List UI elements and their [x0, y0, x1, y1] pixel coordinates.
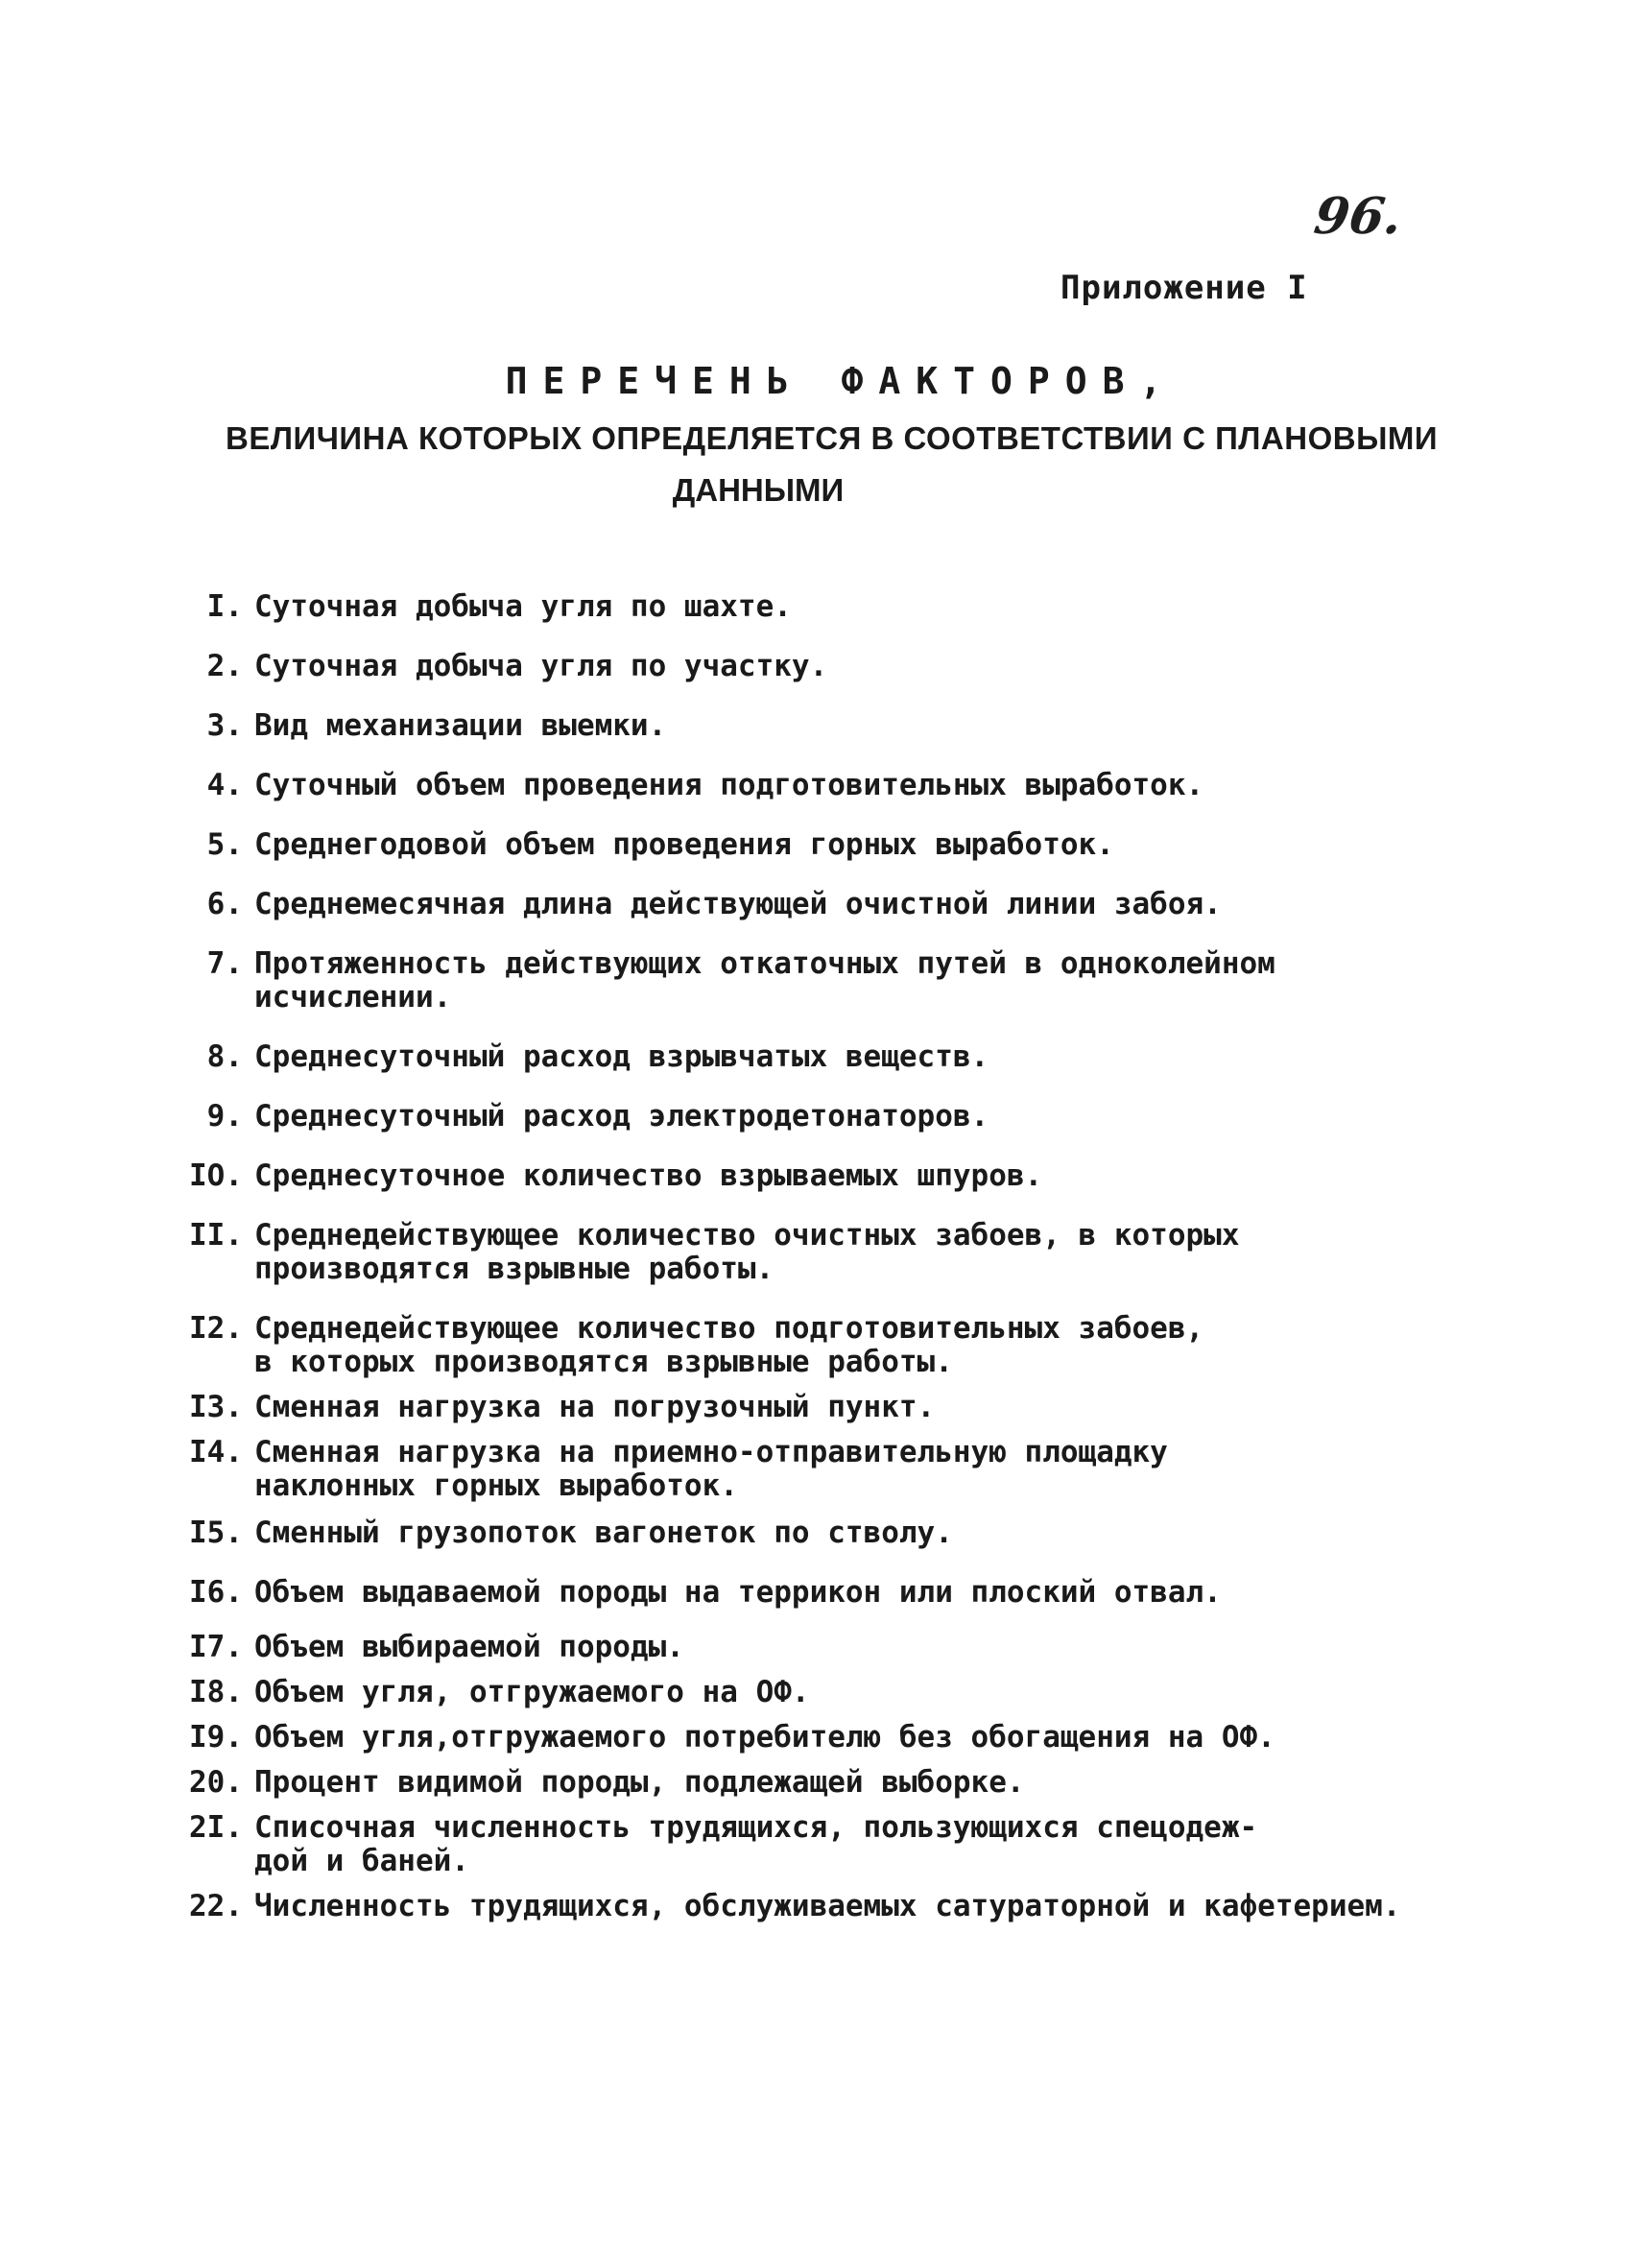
item-text: Суточный объем проведения подготовительных выработок. — [254, 768, 1204, 802]
document-subtitle-line1: ВЕЛИЧИНА КОТОРЫХ ОПРЕДЕЛЯЕТСЯ В СООТВЕТСТВИИ С ПЛАНОВЫМИ — [226, 420, 1439, 456]
item-number: I4. — [189, 1435, 243, 1469]
item-text: Объем угля,отгружаемого потребителю без обогащения на ОФ. — [254, 1720, 1275, 1755]
page-number: 96. — [1310, 187, 1406, 246]
item-text: Суточная добыча угля по участку. — [254, 649, 828, 683]
document-title: ПЕРЕЧЕНЬ ФАКТОРОВ, — [505, 360, 1178, 402]
item-number: 22. — [189, 1889, 243, 1923]
list-item — [178, 590, 1454, 624]
item-text: Сменная нагрузка на погрузочный пункт. — [254, 1390, 936, 1424]
list-item — [178, 1516, 1454, 1550]
item-text: Сменный грузопоток вагонеток по стволу. — [254, 1516, 953, 1550]
item-text: Сменная нагрузка на приемно-отправительную площадку наклонных горных выработок. — [254, 1435, 1168, 1503]
item-text: Списочная численность трудящихся, пользующихся спецодеж- дой и баней. — [254, 1810, 1258, 1878]
item-text: Среднесуточный расход взрывчатых веществ. — [254, 1039, 989, 1074]
item-number: I7. — [189, 1630, 243, 1664]
item-text: Объем угля, отгружаемого на ОФ. — [254, 1675, 810, 1709]
list-item — [178, 1436, 1454, 1503]
item-text: Вид механизации выемки. — [254, 708, 667, 743]
list-item — [178, 1219, 1454, 1286]
list-item — [178, 1721, 1454, 1755]
item-text: Среднедействующее количество очистных забоев, в которых производятся взрывные работы. — [254, 1218, 1240, 1286]
item-number: 2I. — [189, 1810, 243, 1845]
list-item — [178, 1391, 1454, 1424]
item-number: 2. — [206, 649, 243, 683]
list-item — [178, 947, 1454, 1015]
list-item — [178, 888, 1454, 921]
item-text: Объем выбираемой породы. — [254, 1630, 684, 1664]
list-item — [178, 1631, 1454, 1664]
item-number: 5. — [206, 827, 243, 862]
list-item — [178, 1576, 1454, 1610]
item-number: I9. — [189, 1720, 243, 1755]
list-item — [178, 1312, 1454, 1379]
item-number: II. — [189, 1218, 243, 1253]
item-number: I3. — [189, 1390, 243, 1424]
item-text: Среднесуточный расход электродетонаторов. — [254, 1099, 989, 1134]
item-number: 6. — [206, 887, 243, 921]
item-number: I8. — [189, 1675, 243, 1709]
factor-list — [178, 590, 1454, 1923]
item-number: 8. — [206, 1039, 243, 1074]
item-number: IO. — [189, 1158, 243, 1193]
item-number: 7. — [206, 946, 243, 981]
item-text: Процент видимой породы, подлежащей выборке. — [254, 1765, 1025, 1800]
item-text: Среднемесячная длина действующей очистной линии забоя. — [254, 887, 1222, 921]
item-text: Протяженность действующих откаточных путей в одноколейном исчислении. — [254, 946, 1275, 1015]
list-item — [178, 1766, 1454, 1800]
list-item — [178, 1040, 1454, 1074]
item-number: I6. — [189, 1575, 243, 1610]
appendix-label: Приложение I — [1060, 269, 1308, 307]
list-item — [178, 1676, 1454, 1709]
item-text: Объем выдаваемой породы на террикон или плоский отвал. — [254, 1575, 1222, 1610]
item-text: Среднегодовой объем проведения горных выработок. — [254, 827, 1114, 862]
item-text: Суточная добыча угля по шахте. — [254, 589, 792, 624]
item-number: I5. — [189, 1516, 243, 1550]
item-text: Среднесуточное количество взрываемых шпуров. — [254, 1158, 1043, 1193]
item-number: 9. — [206, 1099, 243, 1134]
list-item — [178, 1100, 1454, 1134]
list-item — [178, 650, 1454, 683]
list-item — [178, 709, 1454, 743]
document-subtitle-line2: ДАННЫМИ — [672, 472, 845, 508]
list-item — [178, 1159, 1454, 1193]
list-item — [178, 1811, 1454, 1878]
item-text: Среднедействующее количество подготовительных забоев, в которых производятся взрывные работы. — [254, 1311, 1204, 1379]
list-item — [178, 769, 1454, 802]
item-text: Численность трудящихся, обслуживаемых сатураторной и кафетерием. — [254, 1889, 1401, 1923]
item-number: 4. — [206, 768, 243, 802]
item-number: 20. — [189, 1765, 243, 1800]
item-number: I2. — [189, 1311, 243, 1346]
list-item — [178, 1890, 1454, 1923]
item-number: I. — [206, 589, 243, 624]
item-number: 3. — [206, 708, 243, 743]
list-item — [178, 828, 1454, 862]
